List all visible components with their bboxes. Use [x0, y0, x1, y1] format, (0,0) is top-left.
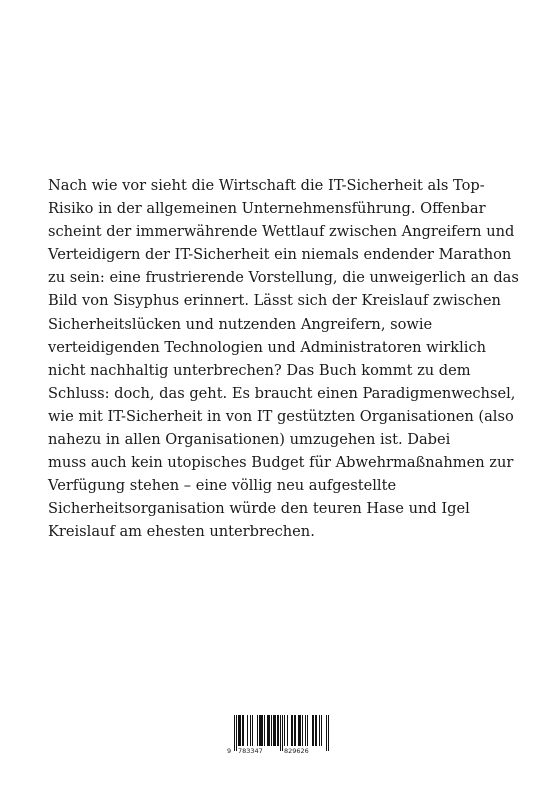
blurb-line: Nach wie vor sieht die Wirtschaft die IT-Sicherheit als Top- [48, 177, 485, 194]
barcode-bar [312, 715, 313, 746]
barcode-bar [274, 715, 275, 746]
barcode-digits [227, 746, 331, 756]
barcode-bar [287, 715, 288, 746]
barcode-bar [257, 715, 258, 746]
blurb-line: Risiko in der allgemeinen Unternehmensführung. Offenbar [48, 200, 486, 218]
barcode-bar [259, 715, 260, 746]
blurb-line: zu sein: eine frustrierende Vorstellung, die unweigerlich an das [48, 269, 519, 287]
blurb-line: Sicherheitsorganisation würde den teuren Hase und Igel [48, 500, 470, 518]
barcode-bar [264, 715, 265, 746]
barcode-bar [238, 715, 239, 746]
barcode-left-group: 783347 [238, 747, 263, 755]
barcode-bar [278, 715, 279, 746]
barcode-bar [275, 715, 276, 746]
barcode-bar [307, 715, 308, 746]
blurb-line: nahezu in allen Organisationen) umzugehen ist. Dabei [48, 431, 451, 449]
barcode-bar [302, 715, 303, 746]
barcode-bar [295, 715, 296, 746]
barcode-bar [294, 715, 295, 746]
barcode-bar [277, 715, 278, 746]
barcode-bar [292, 715, 293, 746]
blurb-line: muss auch kein utopisches Budget für Abwehrmaßnahmen zur [48, 454, 514, 472]
barcode-bar [247, 715, 248, 746]
barcode-bar [291, 715, 292, 746]
barcode-bar [299, 715, 300, 746]
blurb-line: wie mit IT-Sicherheit in von IT gestützten Organisationen (also [48, 407, 514, 425]
blurb-line: verteidigenden Technologien und Administratoren wirklich [48, 338, 487, 356]
blurb-text [48, 174, 528, 544]
barcode-prefix-digit: 9 [227, 747, 232, 755]
barcode-bar [284, 715, 285, 746]
barcode-bar [273, 715, 274, 746]
blurb-line: Verfügung stehen – eine völlig neu aufgestellte [48, 477, 397, 495]
barcode-bar [321, 715, 322, 746]
barcode-bar [319, 715, 320, 746]
barcode-bar [242, 715, 243, 746]
barcode-bar [243, 715, 244, 746]
barcode-bar [267, 715, 268, 746]
barcode-bar [316, 715, 317, 746]
blurb-line: Bild von Sisyphus erinnert. Lässt sich der Kreislauf zwischen [48, 292, 501, 310]
barcode-bar [300, 715, 301, 746]
blurb-line: scheint der immerwährende Wettlauf zwischen Angreifern und [48, 223, 515, 241]
barcode-bar [261, 715, 262, 746]
barcode-bar [305, 715, 306, 746]
barcode-bar [260, 715, 261, 746]
barcode-bar [239, 715, 240, 746]
blurb-line: Sicherheitslücken und nutzenden Angreifern, sowie [48, 315, 433, 333]
barcode-bar [262, 715, 263, 746]
barcode-bar [271, 715, 272, 746]
barcode-bar [269, 715, 270, 746]
barcode-bar [298, 715, 299, 746]
barcode-bar [240, 715, 241, 746]
blurb-line: Verteidigern der IT-Sicherheit ein niemals endender Marathon [48, 246, 512, 264]
isbn-barcode [227, 713, 331, 757]
blurb-line: nicht nachhaltig unterbrechen? Das Buch kommt zu dem [48, 361, 471, 379]
barcode-bar [250, 715, 251, 746]
barcode-bar [268, 715, 269, 746]
blurb-line: Schluss: doch, das geht. Es braucht einen Paradigmenwechsel, [48, 384, 516, 402]
barcode-bar [252, 715, 253, 746]
blurb-line: Kreislauf am ehesten unterbrechen. [48, 523, 315, 541]
barcode-right-group: 829626 [284, 747, 309, 755]
barcode-bar [313, 715, 314, 746]
barcode-bar [315, 715, 316, 746]
